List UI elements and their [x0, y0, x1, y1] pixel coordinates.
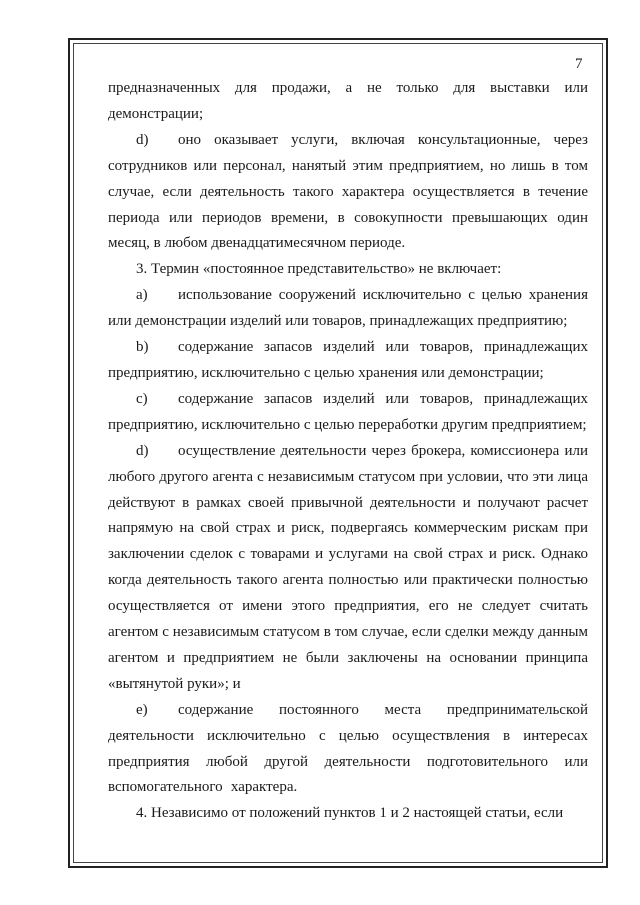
list-marker: d) — [136, 442, 149, 459]
list-item-text: оно оказывает услуги, включая консультационные, через сотрудников или персонал, нанятый этим предприятием, но лишь в том случае, если деятельность такого характера осуществляется в течение периода или периодов времени, в совокупности превышающих один месяц, в любом двенадцатимесячном периоде. — [108, 131, 588, 252]
page-number: 7 — [575, 56, 583, 72]
list-item-b — [108, 335, 588, 387]
document-body — [108, 76, 588, 827]
paragraph-continuation: предназначенных для продажи, а не только для выставки или демонстрации; — [108, 80, 588, 122]
list-item-d2 — [108, 439, 588, 698]
list-item-text: содержание запасов изделий или товаров, принадлежащих предприятию, исключительно с целью хранения или демонстрации; — [108, 339, 588, 381]
list-item-d1 — [108, 128, 588, 258]
list-marker: е) — [136, 701, 148, 718]
list-item-c — [108, 387, 588, 439]
list-item-e — [108, 698, 588, 802]
list-marker: b) — [136, 339, 149, 356]
paragraph-3: 3. Термин «постоянное представительство» не включает: — [136, 261, 502, 278]
paragraph-4: 4. Независимо от положений пунктов 1 и 2 настоящей статьи, если — [136, 805, 564, 822]
list-marker: d) — [136, 131, 149, 148]
list-marker: а) — [136, 287, 148, 304]
list-item-text: использование сооружений исключительно с целью хранения или демонстрации изделий или товаров, принадлежащих предприятию; — [108, 287, 588, 330]
list-item-text: содержание запасов изделий или товаров, принадлежащих предприятию, исключительно с целью переработки другим предприятием; — [108, 390, 588, 433]
list-item-a — [108, 283, 588, 335]
list-marker: с) — [136, 390, 148, 407]
list-item-text: содержание постоянного места предпринимательской деятельности исключительно с целью осуществления в интересах предприятия любой другой деятельности подготовительного или вспомогательного характера. — [108, 701, 588, 796]
list-item-text: осуществление деятельности через брокера, комиссионера или любого другого агента с независимым статусом при условии, что эти лица действуют в рамках своей привычной деятельности и получают расчет напрямую на свой страх и риск, подвергаясь коммерческим рискам при заключении сделок с товарами и услугами на свой страх и риск. Однако когда деятельность такого агента полностью или практически полностью осуществляется от имени этого предприятия, его не следует считать агентом с независимым статусом в том случае, если сделки между данным агентом и предприятием не были заключены на основании принципа «вытянутой руки»; и — [108, 442, 588, 692]
